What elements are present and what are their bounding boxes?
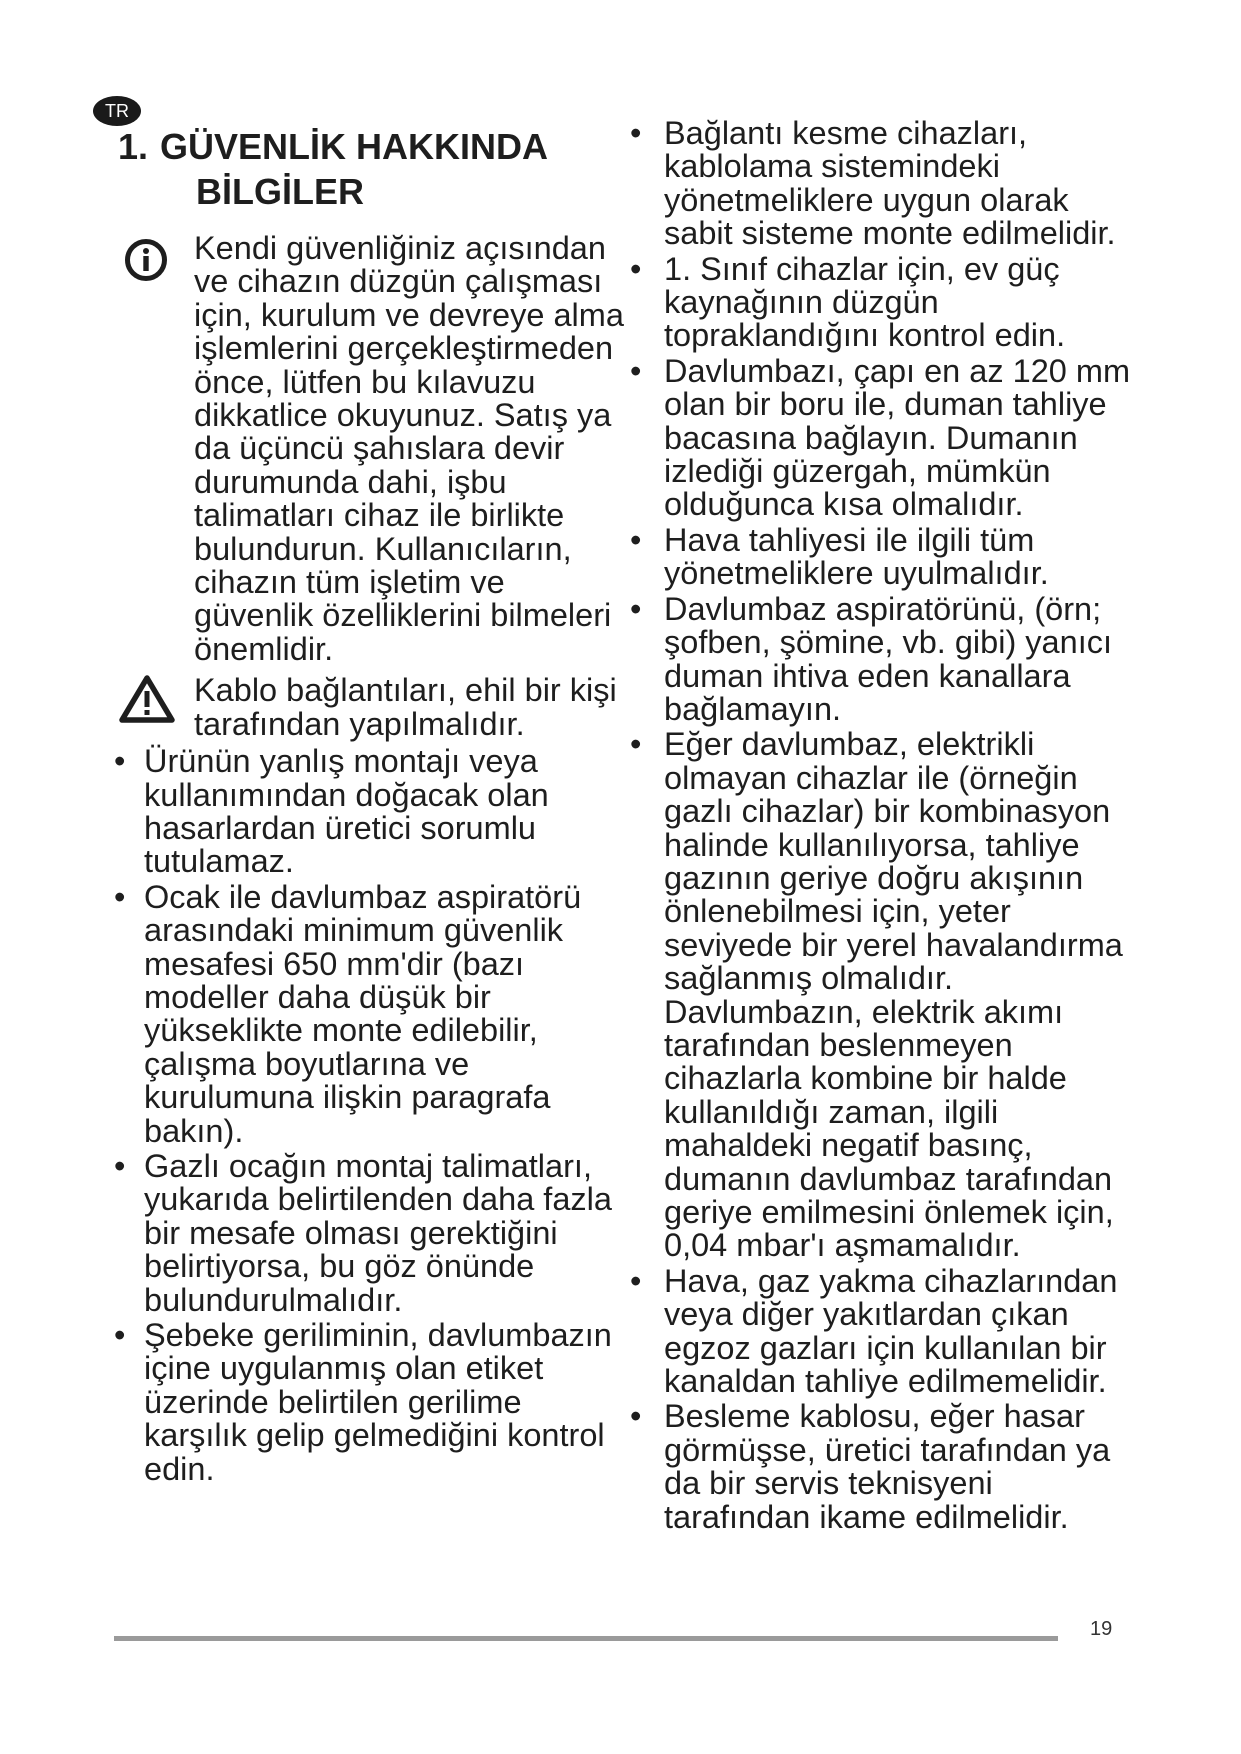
list-item: • Eğer davlumbaz, elektrikli olmayan cihazlar ile (örneğin gazlı cihazlar) bir kombinasyon halinde kullanılıyorsa, tahliye gazının geriye doğru akışının önlenebilmesi için, yeter seviyede bir yerel havalandırma sağlanmış olmalıdır. Davlumbazın, elektrik akımı tarafından beslenmeyen cihazlarla kombine bir halde kullanıldığı zaman, ilgili mahaldeki negatif basınç, dumanın davlumbaz tarafından geriye emilmesini önlemek için, 0,04 mbar'ı aşmamalıdır. [630,728,1145,1263]
warning-notice [114,674,624,741]
list-item: • Bağlantı kesme cihazları, kablolama sistemindeki yönetmeliklere uygun olarak sabit sisteme monte edilmelidir. [630,117,1145,251]
warning-notice-text: Kablo bağlantıları, ehil bir kişi tarafından yapılmalıdır. [194,672,617,742]
list-item: • Hava, gaz yakma cihazlarından veya diğer yakıtlardan çıkan egzoz gazları için kullanılan bir kanaldan tahliye edilmemelidir. [630,1265,1145,1399]
right-bullet-list [630,117,1145,1534]
list-item: • 1. Sınıf cihazlar için, ev güç kaynağının düzgün topraklandığını kontrol edin. [630,253,1145,353]
right-column [630,117,1145,1536]
warning-icon [118,674,176,730]
footer-divider [114,1636,1058,1641]
info-icon [124,238,168,288]
list-item: • Hava tahliyesi ile ilgili tüm yönetmeliklere uyulmalıdır. [630,524,1145,591]
language-badge: TR [93,96,141,126]
heading-number: 1. [118,126,149,167]
list-item: • Davlumbazı, çapı en az 120 mm olan bir boru ile, duman tahliye bacasına bağlayın. Dumanın izlediği güzergah, mümkün olduğunca kısa olmalıdır. [630,355,1145,522]
list-item: • Besleme kablosu, eğer hasar görmüşse, üretici tarafından ya da bir servis teknisyeni tarafından ikame edilmelidir. [630,1400,1145,1534]
info-notice-text: Kendi güvenliğiniz açısından ve cihazın düzgün çalışması için, kurulum ve devreye alma işlemlerini gerçekleştirmeden önce, lütfen bu kılavuzu dikkatlice okuyunuz. Satış ya da üçüncü şahıslara devir durumunda dahi, işbu talimatları cihaz ile birlikte bulundurun. Kullanıcıların, cihazın tüm işletim ve güvenlik özelliklerini bilmeleri önemlidir. [194,230,624,667]
list-item: • Ocak ile davlumbaz aspiratörü arasındaki minimum güvenlik mesafesi 650 mm'dir (bazı modeller daha düşük bir yükseklikte monte edilebilir, çalışma boyutlarına ve kurulumuna ilişkin paragrafa bakın). [114,881,624,1148]
page-number: 19 [1090,1618,1113,1640]
heading-line2: BİLGİLER [196,171,364,212]
heading-line1: GÜVENLİK HAKKINDA [160,126,549,167]
info-notice [114,232,624,666]
list-item: • Davlumbaz aspiratörünü, (örn; şofben, şömine, vb. gibi) yanıcı duman ihtiva eden kanallara bağlamayın. [630,593,1145,727]
left-column [114,232,624,1488]
list-item: • Ürünün yanlış montajı veya kullanımından doğacak olan hasarlardan üretici sorumlu tutulamaz. [114,745,624,879]
left-bullet-list [114,745,624,1486]
list-item: • Gazlı ocağın montaj talimatları, yukarıda belirtilenden daha fazla bir mesafe olması gerektiğini belirtiyorsa, bu göz önünde bulundurulmalıdır. [114,1150,624,1317]
list-item: • Şebeke geriliminin, davlumbazın içine uygulanmış olan etiket üzerinde belirtilen gerilime karşılık gelip gelmediğini kontrol edin. [114,1319,624,1486]
section-heading [118,124,638,214]
